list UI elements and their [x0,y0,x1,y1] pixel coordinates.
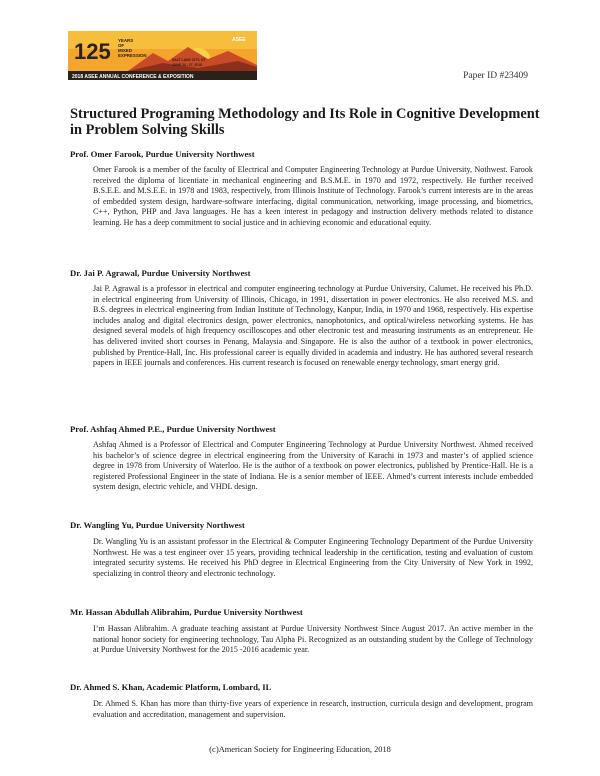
author-bio: Dr. Wangling Yu is an assistant professor in the Electrical & Computer Engineering Technology Department of the Purdue University Northwest. He was a test engineer over 15 years, providing technical leadership in the certification, testing and evaluation of custom integrated security systems. He received his PhD degree in Electrical Engineering from the City University of New York in 1992, specializing in control theory and electronic technology. [93,537,533,578]
paper-title [70,107,540,138]
svg-text:EXPRESSION: EXPRESSION [118,53,147,58]
author-bio: Omer Farook is a member of the faculty of Electrical and Computer Engineering Technology at Purdue University, Nothwest. Farook received the diploma of licentiate in mechanical engineering and B.S.M.E. in 1970 and 1972, respectively. He further received B.S.E.E. and M.S.E.E. in 1978 and 1983, respectively, from Illinois Institute of Technology. Farook’s current interests are in the areas of embedded system design, hardware-software interfacing, digital communication, networking, image processing, and biometrics, C++, Python, PHP and Java languages. He has a keen interest in pedagogy and instruction delivery methods related to distance learning. He has a deep commitment to social justice and in achieving economic and educational equity. [93,165,533,227]
author-name: Mr. Hassan Abdullah Alibrahim, Purdue University Northwest [70,607,303,617]
author-name: Dr. Jai P. Agrawal, Purdue University Northwest [70,268,251,278]
copyright-icon: (c) [209,744,219,754]
author-name: Prof. Ashfaq Ahmed P.E., Purdue University Northwest [70,424,276,434]
svg-text:YEARS: YEARS [118,38,134,43]
author-bio: Ashfaq Ahmed is a Professor of Electrical and Computer Engineering Technology at Purdue University Northwest. Ahmed received his bachelor’s of science degree in electrical engineering from the University of Karachi in 1973 and master’s of applied science degree in 1978 from University of Waterloo. He is the author of a textbook on power electronics, published by Prentice-Hall. He is a registered Professional Engineer in the state of Indiana. He is a senior member of IEEE. Ahmed’s current interests include embedded system design, electric vehicle, and VHDL design. [93,440,533,492]
paper-title-line-1: Structured Programing Methodology and Its Role in Cognitive Development [70,106,540,122]
svg-text:OF: OF [118,43,125,48]
author-bio: Dr. Ahmed S. Khan has more than thirty-five years of experience in research, instruction, curricula design and development, program evaluation and accreditation, management and supervision. [93,699,533,719]
author-bio: Jai P. Agrawal is a professor in electrical and computer engineering technology at Purdue University, Calumet. He received his Ph.D. in electrical engineering from University of Illinois, Chicago, in 1991, dissertation in power electronics. He also received M.S. and B.S. degrees in electrical engineering from Indian Institute of Technology, Kanpur, India, in 1970 and 1968, respectively. His expertise includes analog and digital electronics design, power electronics, nanophotonics, and optical/wireless networking systems. He has designed several models of high frequency oscilloscopes and other electronic test and measuring instruments as an entrepreneur. He has delivered invited short courses in Penang, Malaysia and Singapore. He is also the author of a textbook in power electronics, published by Prentice-Hall, Inc. His professional career is equally divided in academia and industry. He has authored several research papers in IEEE journals and conferences. His current research is focused on renewable energy technology, smart energy grid. [93,284,533,368]
conference-logo [68,31,257,80]
copyright-text: American Society for Engineering Education, 2018 [218,745,391,754]
paper-title-line-2: in Problem Solving Skills [70,121,225,138]
paper-id: Paper ID #23409 [463,71,528,81]
author-bio: I’m Hassan Alibrahim. A graduate teaching assistant at Purdue University Northwest Since August 2017. An active member in the national honor society for engineering technology, Tau Alpha Pi. Recognized as an outstanding student by the College of Technology at Purdue University Northwest for the 2015 -2016 academic year. [93,624,533,655]
copyright-footer [0,744,600,754]
logo-org: ASEE [232,37,246,43]
author-name: Dr. Wangling Yu, Purdue University Northwest [70,520,245,530]
svg-text:MIXED: MIXED [118,48,132,53]
logo-location: SALT LAKE CITY, UT [172,58,206,62]
logo-dates: JUNE 24 - 27, 2018 [172,63,202,67]
author-name: Dr. Ahmed S. Khan, Academic Platform, Lombard, IL [70,682,272,692]
logo-event: 2018 ASEE ANNUAL CONFERENCE & EXPOSITION [72,74,194,80]
logo-number: 125 [74,39,111,64]
author-name: Prof. Omer Farook, Purdue University Northwest [70,149,255,159]
